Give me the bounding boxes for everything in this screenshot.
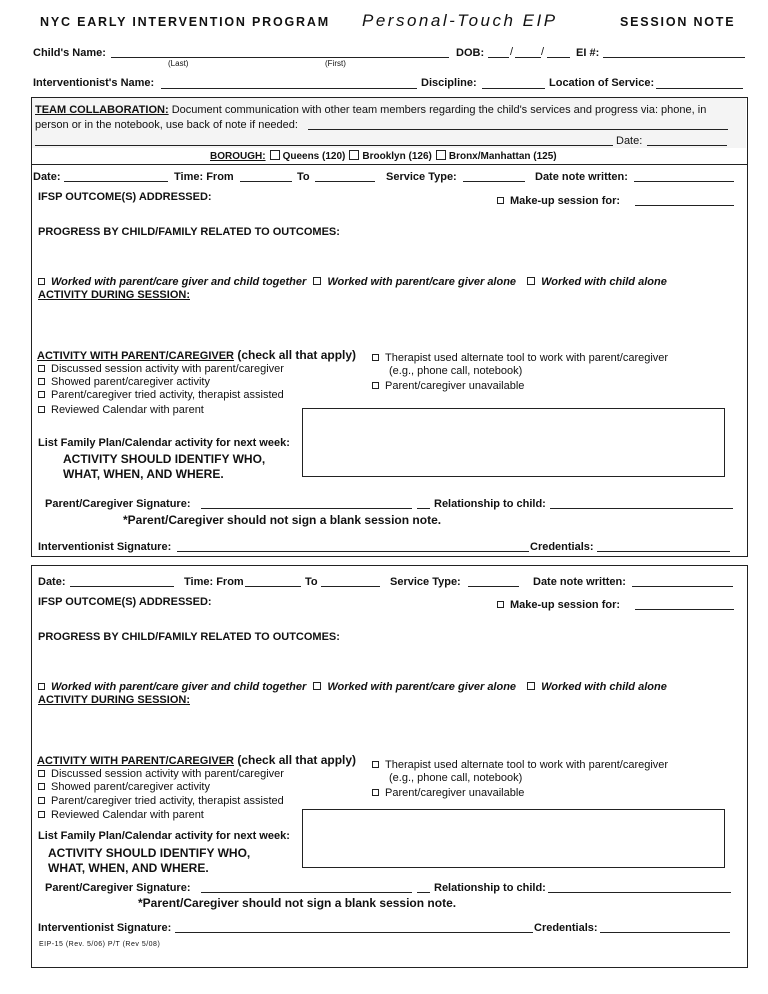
- location-label: Location of Service:: [549, 77, 655, 89]
- team-notes-line2[interactable]: [35, 145, 613, 146]
- relationship-label: Relationship to child:: [434, 882, 546, 894]
- showed-label: Showed parent/caregiver activity: [51, 376, 210, 388]
- time-from-field[interactable]: [240, 181, 292, 182]
- progress-label: PROGRESS BY CHILD/FAMILY RELATED TO OUTCOMES:: [38, 631, 340, 643]
- borough-label: BOROUGH:: [210, 151, 266, 162]
- interventionist-signature-label: Interventionist Signature:: [38, 922, 172, 934]
- team-collaboration-title: TEAM COLLABORATION:: [35, 104, 169, 116]
- credentials-field[interactable]: [600, 932, 730, 933]
- parent-signature-field[interactable]: [201, 508, 412, 509]
- team-collaboration-text1: Document communication with other team members regarding the child's services and progress via: phone, in: [171, 104, 707, 116]
- makeup-checkbox[interactable]: [497, 601, 504, 608]
- session-date-label: Date:: [38, 576, 66, 588]
- location-field[interactable]: [656, 88, 743, 89]
- makeup-row: [497, 599, 620, 611]
- dob-day-field[interactable]: [515, 57, 541, 58]
- time-to-field[interactable]: [315, 181, 375, 182]
- credentials-label: Credentials:: [534, 922, 598, 934]
- activity-parent-heading: [37, 348, 356, 362]
- family-plan-box[interactable]: [302, 408, 725, 477]
- parent-signature-label: Parent/Caregiver Signature:: [45, 882, 191, 894]
- ifsp-outcomes-label: IFSP OUTCOME(S) ADDRESSED:: [38, 191, 212, 203]
- interventionist-signature-label: Interventionist Signature:: [38, 541, 172, 553]
- bronx-manhattan-label: Bronx/Manhattan (125): [448, 151, 557, 162]
- interventionist-signature-field[interactable]: [177, 551, 529, 552]
- parent-signature-spacer: [417, 508, 430, 509]
- time-to-label: To: [297, 171, 310, 183]
- alt-tool-checkbox[interactable]: [372, 354, 379, 361]
- showed-label: Showed parent/caregiver activity: [51, 781, 210, 793]
- activity-during-label: ACTIVITY DURING SESSION:: [38, 289, 190, 301]
- queens-checkbox[interactable]: [270, 150, 280, 160]
- time-from-label: Time: From: [184, 576, 244, 588]
- time-from-field[interactable]: [245, 586, 301, 587]
- discipline-label: Discipline:: [421, 77, 477, 89]
- service-type-field[interactable]: [468, 586, 519, 587]
- identify-line1: ACTIVITY SHOULD IDENTIFY WHO,: [63, 452, 266, 466]
- discussed-label: Discussed session activity with parent/caregiver: [51, 768, 284, 780]
- activity-parent-heading: [37, 753, 356, 767]
- interventionist-name-field[interactable]: [161, 88, 417, 89]
- unavailable-label: Parent/caregiver unavailable: [385, 380, 525, 392]
- reviewed-checkbox[interactable]: [38, 811, 45, 818]
- time-from-label: Time: From: [174, 171, 234, 183]
- date-written-field[interactable]: [634, 181, 734, 182]
- time-to-label: To: [305, 576, 318, 588]
- opt-discussed: [38, 768, 284, 780]
- discussed-label: Discussed session activity with parent/caregiver: [51, 363, 284, 375]
- worked-together-checkbox[interactable]: [38, 683, 45, 690]
- time-to-field[interactable]: [321, 586, 380, 587]
- makeup-date-field[interactable]: [635, 205, 734, 206]
- tried-checkbox[interactable]: [38, 797, 45, 804]
- makeup-label: Make-up session for:: [510, 599, 621, 611]
- date-written-field[interactable]: [632, 586, 733, 587]
- discipline-field[interactable]: [482, 88, 545, 89]
- session-date-label: Date:: [33, 171, 61, 183]
- credentials-label: Credentials:: [530, 541, 594, 553]
- worked-together-label: Worked with parent/care giver and child together: [51, 276, 307, 288]
- family-plan-box[interactable]: [302, 809, 725, 868]
- worked-together-checkbox[interactable]: [38, 278, 45, 285]
- family-plan-label: List Family Plan/Calendar activity for next week:: [38, 830, 290, 842]
- agency-title: Personal-Touch EIP: [362, 11, 558, 30]
- alt-tool-eg: (e.g., phone call, notebook): [389, 772, 523, 784]
- section-divider: [32, 164, 747, 165]
- check-all-label: (check all that apply): [237, 348, 357, 362]
- blank-note-warning: *Parent/Caregiver should not sign a blank session note.: [138, 896, 457, 910]
- discussed-checkbox[interactable]: [38, 770, 45, 777]
- worked-child-alone-checkbox[interactable]: [527, 277, 535, 285]
- worked-with-row: [38, 681, 667, 693]
- form-code: EIP-15 (Rev. 5/06) P/T (Rev 5/08): [39, 941, 161, 948]
- relationship-field[interactable]: [548, 892, 731, 893]
- worked-parent-alone-checkbox[interactable]: [313, 682, 321, 690]
- activity-parent-title: ACTIVITY WITH PARENT/CAREGIVER: [37, 755, 234, 767]
- opt-reviewed: [38, 404, 204, 416]
- reviewed-label: Reviewed Calendar with parent: [51, 809, 204, 821]
- worked-child-alone-label: Worked with child alone: [541, 276, 667, 288]
- child-name-label: Child's Name:: [33, 47, 106, 59]
- opt-alt-tool: [372, 352, 668, 364]
- team-collaboration-text2: person or in the notebook, use back of note if needed:: [35, 119, 298, 131]
- brooklyn-label: Brooklyn (126): [362, 151, 432, 162]
- tried-label: Parent/caregiver tried activity, therapist assisted: [51, 389, 284, 401]
- service-type-label: Service Type:: [386, 171, 457, 183]
- reviewed-checkbox[interactable]: [38, 406, 45, 413]
- opt-reviewed: [38, 809, 204, 821]
- tried-checkbox[interactable]: [38, 391, 45, 398]
- unavailable-checkbox[interactable]: [372, 789, 379, 796]
- reviewed-label: Reviewed Calendar with parent: [51, 404, 204, 416]
- opt-alt-tool: [372, 759, 668, 771]
- opt-showed: [38, 376, 210, 388]
- brooklyn-checkbox[interactable]: [349, 150, 359, 160]
- team-date-label: Date:: [616, 135, 643, 147]
- program-title: NYC EARLY INTERVENTION PROGRAM: [40, 15, 330, 29]
- progress-label: PROGRESS BY CHILD/FAMILY RELATED TO OUTCOMES:: [38, 226, 340, 238]
- opt-discussed: [38, 363, 284, 375]
- interventionist-name-label: Interventionist's Name:: [33, 77, 155, 89]
- interventionist-signature-field[interactable]: [175, 932, 533, 933]
- session-date-field[interactable]: [70, 586, 174, 587]
- worked-together-label: Worked with parent/care giver and child together: [51, 681, 307, 693]
- unavailable-checkbox[interactable]: [372, 382, 379, 389]
- showed-checkbox[interactable]: [38, 783, 45, 790]
- opt-unavailable: [372, 787, 524, 799]
- makeup-checkbox[interactable]: [497, 197, 504, 204]
- dob-sep: /: [541, 46, 545, 58]
- last-name-hint: (Last): [168, 59, 189, 68]
- check-all-label: (check all that apply): [237, 753, 357, 767]
- worked-child-alone-checkbox[interactable]: [527, 682, 535, 690]
- dob-month-field[interactable]: [488, 57, 509, 58]
- ifsp-outcomes-label: IFSP OUTCOME(S) ADDRESSED:: [38, 596, 212, 608]
- credentials-field[interactable]: [597, 551, 730, 552]
- team-collaboration-line1: [35, 104, 706, 116]
- makeup-label: Make-up session for:: [510, 195, 621, 207]
- relationship-field[interactable]: [550, 508, 733, 509]
- date-written-label: Date note written:: [533, 576, 626, 588]
- doc-type-title: SESSION NOTE: [620, 15, 736, 29]
- worked-child-alone-label: Worked with child alone: [541, 681, 667, 693]
- ei-number-field[interactable]: [603, 57, 745, 58]
- alt-tool-label: Therapist used alternate tool to work with parent/caregiver: [385, 352, 669, 364]
- showed-checkbox[interactable]: [38, 378, 45, 385]
- dob-sep: /: [510, 46, 514, 58]
- parent-signature-label: Parent/Caregiver Signature:: [45, 498, 191, 510]
- opt-unavailable: [372, 380, 524, 392]
- team-notes-line1[interactable]: [308, 129, 728, 130]
- bronx-manhattan-checkbox[interactable]: [436, 150, 446, 160]
- discussed-checkbox[interactable]: [38, 365, 45, 372]
- ei-number-label: EI #:: [576, 47, 600, 59]
- worked-parent-alone-label: Worked with parent/care giver alone: [327, 681, 517, 693]
- child-name-field[interactable]: [111, 57, 449, 58]
- worked-with-row: [38, 276, 667, 288]
- family-plan-label: List Family Plan/Calendar activity for next week:: [38, 437, 290, 449]
- session-date-field[interactable]: [64, 181, 168, 182]
- parent-signature-field[interactable]: [201, 892, 412, 893]
- tried-label: Parent/caregiver tried activity, therapist assisted: [51, 795, 284, 807]
- borough-row: [210, 150, 557, 162]
- makeup-row: [497, 195, 620, 207]
- parent-signature-spacer: [417, 892, 430, 893]
- date-written-label: Date note written:: [535, 171, 628, 183]
- first-name-hint: (First): [325, 59, 346, 68]
- worked-parent-alone-checkbox[interactable]: [313, 277, 321, 285]
- unavailable-label: Parent/caregiver unavailable: [385, 787, 525, 799]
- blank-note-warning: *Parent/Caregiver should not sign a blank session note.: [123, 513, 442, 527]
- identify-line2: WHAT, WHEN, AND WHERE.: [48, 861, 209, 875]
- dob-year-field[interactable]: [547, 57, 570, 58]
- activity-during-label: ACTIVITY DURING SESSION:: [38, 694, 190, 706]
- service-type-field[interactable]: [463, 181, 525, 182]
- opt-tried: [38, 389, 284, 401]
- opt-tried: [38, 795, 284, 807]
- worked-parent-alone-label: Worked with parent/care giver alone: [327, 276, 517, 288]
- team-date-field[interactable]: [647, 145, 727, 146]
- queens-label: Queens (120): [282, 151, 346, 162]
- relationship-label: Relationship to child:: [434, 498, 546, 510]
- identify-line1: ACTIVITY SHOULD IDENTIFY WHO,: [48, 846, 251, 860]
- dob-label: DOB:: [456, 47, 485, 59]
- service-type-label: Service Type:: [390, 576, 461, 588]
- identify-line2: WHAT, WHEN, AND WHERE.: [63, 467, 224, 481]
- opt-showed: [38, 781, 210, 793]
- alt-tool-label: Therapist used alternate tool to work with parent/caregiver: [385, 759, 669, 771]
- alt-tool-checkbox[interactable]: [372, 761, 379, 768]
- alt-tool-eg: (e.g., phone call, notebook): [389, 365, 523, 377]
- activity-parent-title: ACTIVITY WITH PARENT/CAREGIVER: [37, 350, 234, 362]
- session-section-1: [31, 97, 748, 557]
- makeup-date-field[interactable]: [635, 609, 734, 610]
